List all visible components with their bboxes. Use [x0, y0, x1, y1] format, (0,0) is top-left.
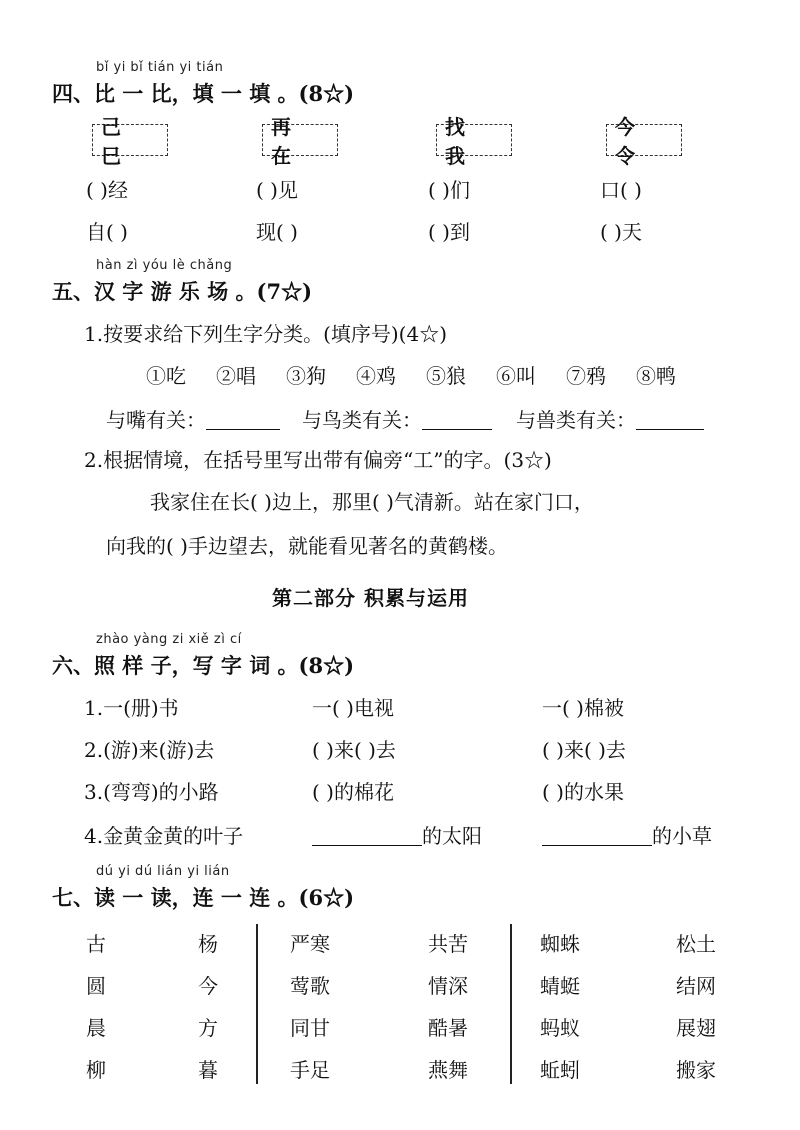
match-item[interactable]: 今: [198, 974, 218, 998]
fill-blank[interactable]: 现( ): [256, 220, 298, 244]
match-item[interactable]: 燕舞: [428, 1058, 468, 1082]
answer-line[interactable]: [312, 845, 422, 846]
match-item[interactable]: 蜘蛛: [540, 932, 580, 956]
section7-pinyin: dú yi dú lián yi lián: [96, 864, 230, 879]
fill-blank[interactable]: ( )见: [256, 178, 298, 202]
section4-title: 四、比 一 比，填 一 填 。(8☆): [52, 81, 355, 106]
question-5-2: 2.根据情境，在括号里写出带有偏旁“工”的字。(3☆): [84, 448, 552, 472]
fill-blank[interactable]: ( )来( )去: [312, 738, 396, 762]
match-item[interactable]: 酷暑: [428, 1016, 468, 1040]
match-item[interactable]: 严寒: [290, 932, 330, 956]
match-item[interactable]: 古: [86, 932, 106, 956]
char-option: ⑦鸦: [566, 364, 606, 388]
category-bird: [302, 404, 492, 433]
column-divider: [256, 924, 258, 1084]
char-option: ③狗: [286, 364, 326, 388]
answer-line[interactable]: [636, 429, 704, 430]
fill-blank[interactable]: 自( ): [86, 220, 128, 244]
context-line-2: 向我的( )手边望去，就能看见著名的黄鹤楼。: [106, 534, 508, 558]
category-bird-label: 与鸟类有关：: [302, 408, 422, 432]
match-item[interactable]: 蚯蚓: [540, 1058, 580, 1082]
match-item[interactable]: 手足: [290, 1058, 330, 1082]
section6-title: 六、照 样 子，写 字 词 。(8☆): [52, 653, 355, 678]
char-option: ⑤狼: [426, 364, 466, 388]
fill-blank-grass: [542, 820, 712, 849]
section5-title: 五、汉 字 游 乐 场 。(7☆): [52, 279, 313, 304]
answer-line[interactable]: [422, 429, 492, 430]
match-item[interactable]: 柳: [86, 1058, 106, 1082]
char-pair-box-2: 再 在: [262, 124, 338, 156]
section5-pinyin: hàn zì yóu lè chǎng: [96, 258, 233, 273]
char-option: ②唱: [216, 364, 256, 388]
match-item[interactable]: 莺歌: [290, 974, 330, 998]
match-item[interactable]: 展翅: [676, 1016, 716, 1040]
suffix-label: 的小草: [652, 824, 712, 848]
section6-pinyin: zhào yàng zi xiě zì cí: [96, 632, 242, 647]
char-pair-box-1: 己 巳: [92, 124, 168, 156]
fill-blank[interactable]: 口( ): [600, 178, 642, 202]
match-item[interactable]: 蜻蜓: [540, 974, 580, 998]
fill-blank[interactable]: ( )天: [600, 220, 642, 244]
fill-blank[interactable]: ( )的水果: [542, 780, 624, 804]
match-item[interactable]: 晨: [86, 1016, 106, 1040]
match-item[interactable]: 圆: [86, 974, 106, 998]
example-1: 1.一(册)书: [84, 696, 179, 720]
context-line-1: 我家住在长( )边上，那里( )气清新。站在家门口，: [150, 490, 594, 514]
match-item[interactable]: 共苦: [428, 932, 468, 956]
fill-blank[interactable]: ( )经: [86, 178, 128, 202]
match-item[interactable]: 同甘: [290, 1016, 330, 1040]
fill-blank[interactable]: ( )来( )去: [542, 738, 626, 762]
match-item[interactable]: 杨: [198, 932, 218, 956]
match-item[interactable]: 松土: [676, 932, 716, 956]
answer-line[interactable]: [206, 429, 280, 430]
match-item[interactable]: 蚂蚁: [540, 1016, 580, 1040]
char-option: ④鸡: [356, 364, 396, 388]
char-option: ①吃: [146, 364, 186, 388]
fill-blank[interactable]: 一( )棉被: [542, 696, 624, 720]
part-title: 第二部分 积累与运用: [272, 586, 469, 610]
question-5-1: 1.按要求给下列生字分类。(填序号)(4☆): [84, 322, 448, 346]
category-mouth-label: 与嘴有关：: [106, 408, 206, 432]
match-item[interactable]: 方: [198, 1016, 218, 1040]
category-beast-label: 与兽类有关：: [516, 408, 636, 432]
char-pair-box-4: 今 令: [606, 124, 682, 156]
match-item[interactable]: 搬家: [676, 1058, 716, 1082]
char-option: ⑧鸭: [636, 364, 676, 388]
example-4: 4.金黄金黄的叶子: [84, 824, 244, 848]
char-pair-box-3: 找 我: [436, 124, 512, 156]
example-2: 2.(游)来(游)去: [84, 738, 215, 762]
section4-pinyin: bǐ yi bǐ tián yi tián: [96, 60, 224, 75]
section7-title: 七、读 一 读，连 一 连 。(6☆): [52, 885, 355, 910]
answer-line[interactable]: [542, 845, 652, 846]
example-3: 3.(弯弯)的小路: [84, 780, 219, 804]
match-item[interactable]: 结网: [676, 974, 716, 998]
category-beast: [516, 404, 704, 433]
fill-blank[interactable]: ( )到: [428, 220, 470, 244]
match-item[interactable]: 情深: [428, 974, 468, 998]
fill-blank[interactable]: ( )们: [428, 178, 470, 202]
category-mouth: [106, 404, 280, 433]
fill-blank[interactable]: 一( )电视: [312, 696, 394, 720]
fill-blank-sun: [312, 820, 482, 849]
suffix-label: 的太阳: [422, 824, 482, 848]
match-item[interactable]: 暮: [198, 1058, 218, 1082]
column-divider: [510, 924, 512, 1084]
fill-blank[interactable]: ( )的棉花: [312, 780, 394, 804]
char-option: ⑥叫: [496, 364, 536, 388]
